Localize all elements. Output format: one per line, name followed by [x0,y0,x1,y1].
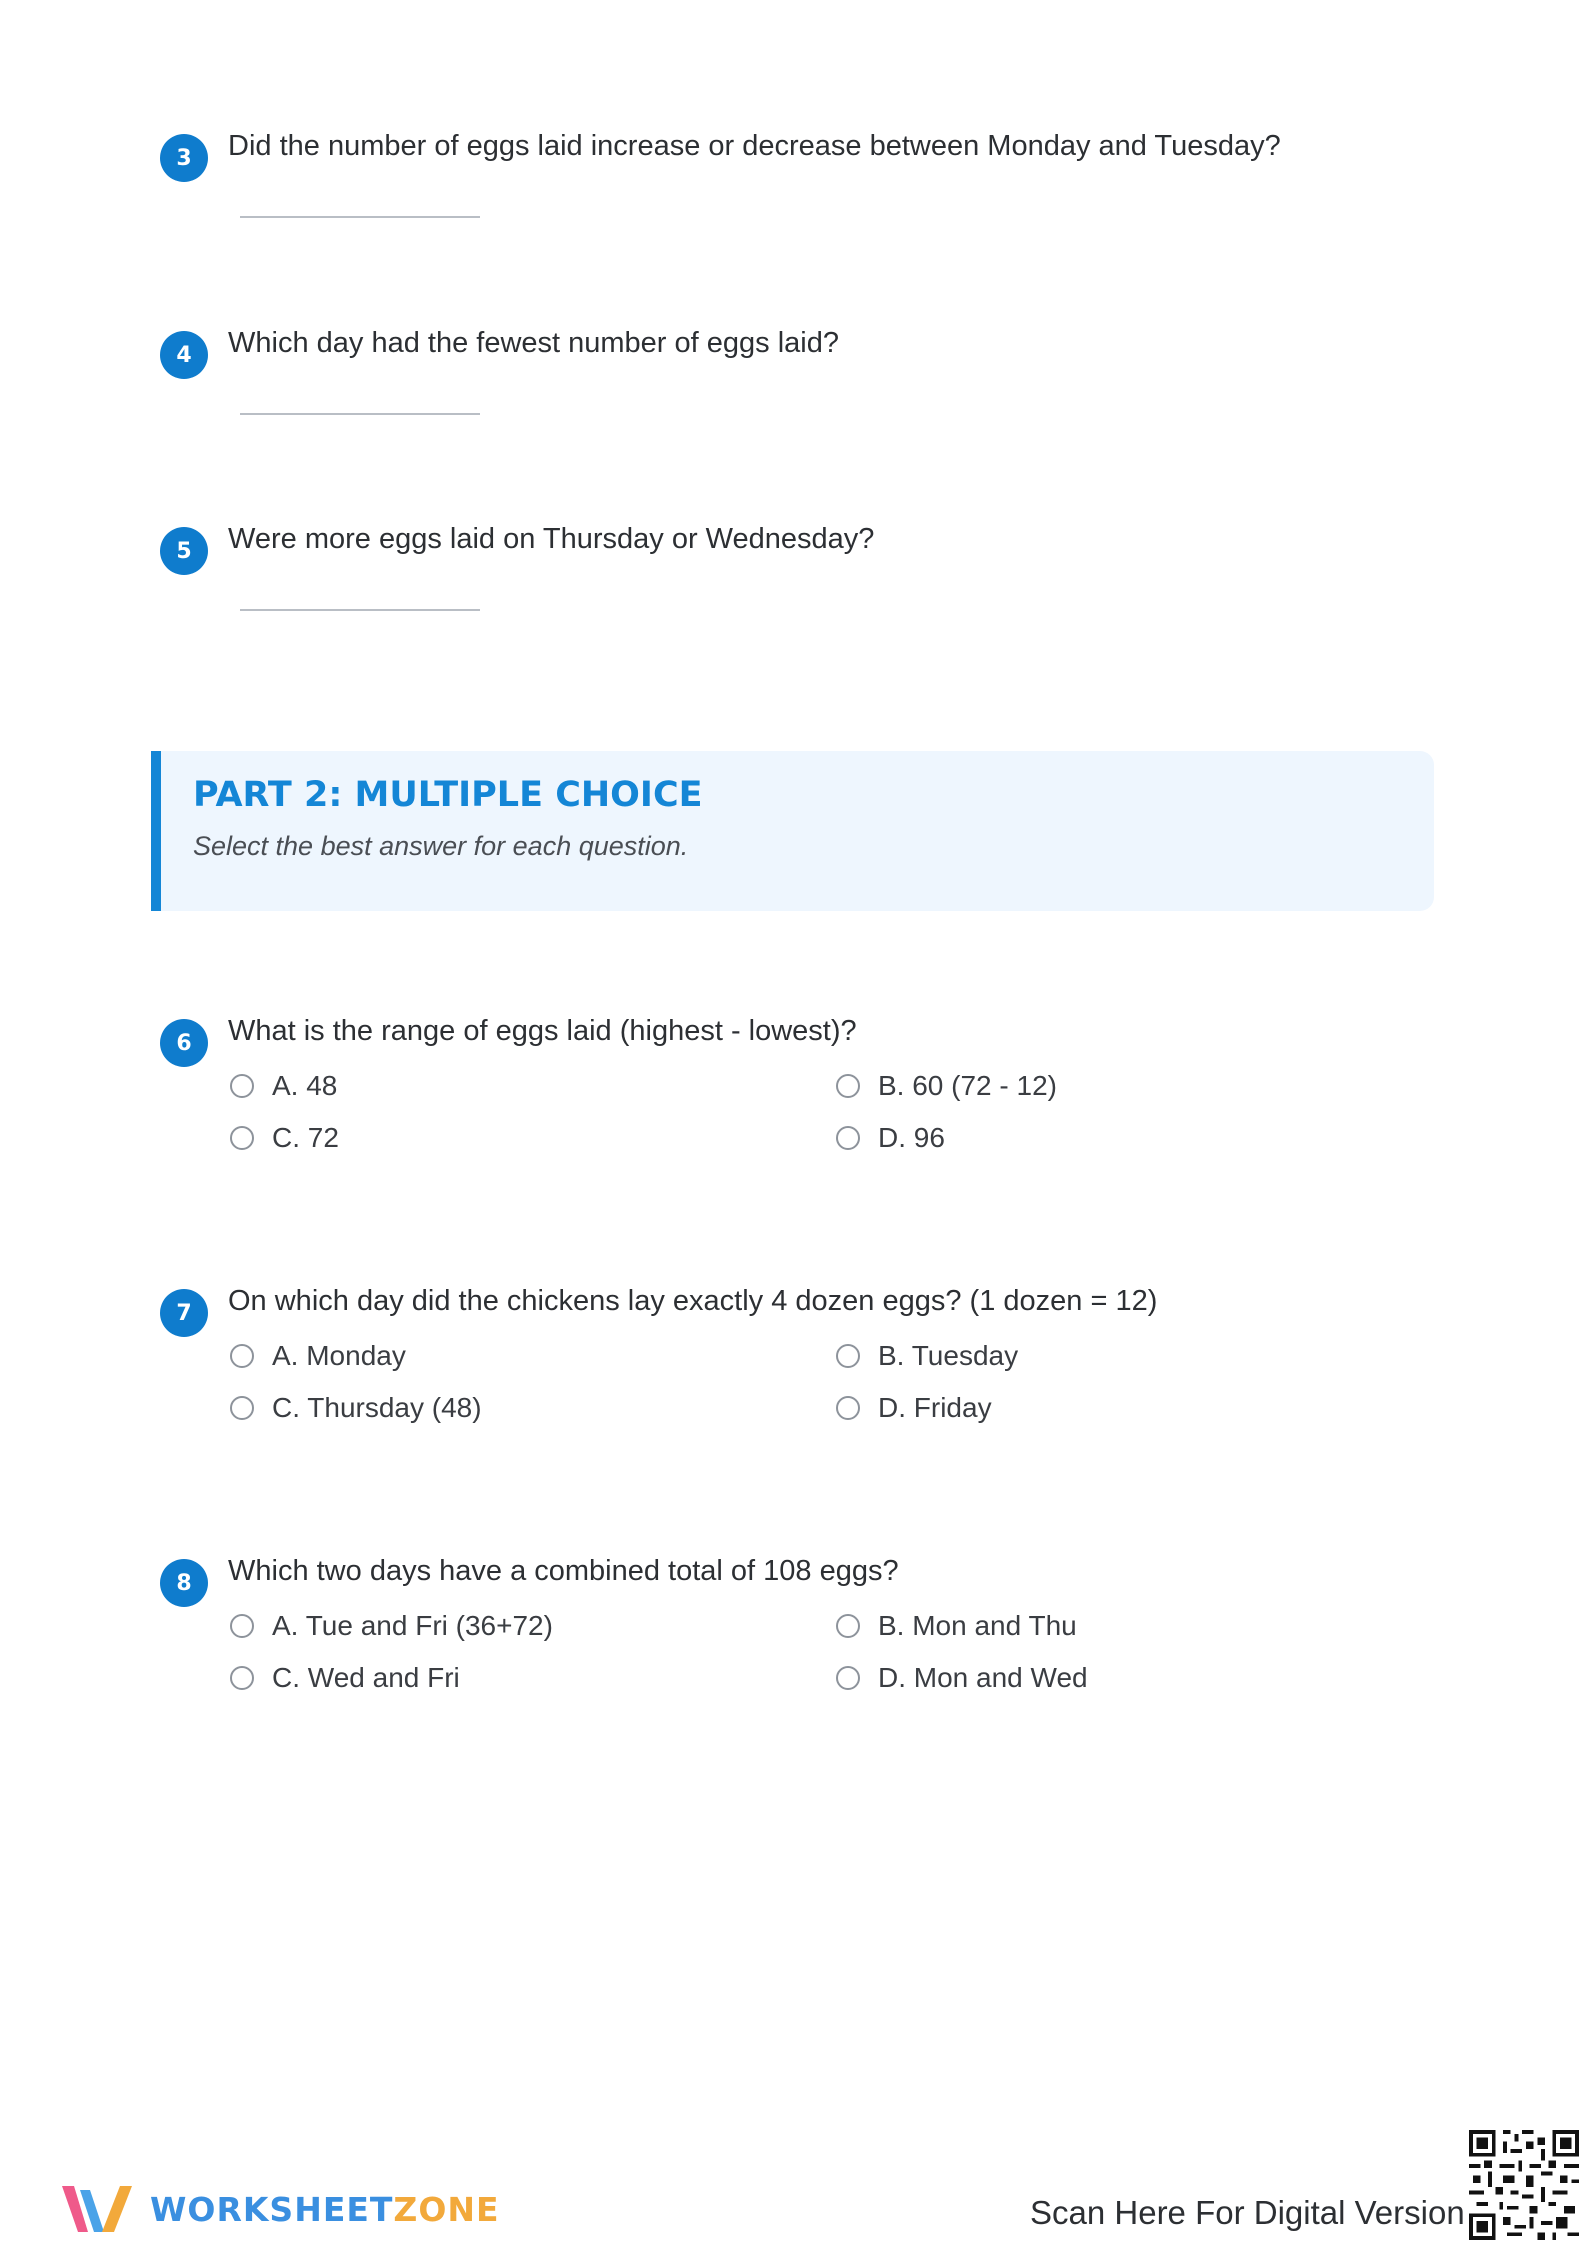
w-logo-icon [58,2180,136,2238]
question-text: Which two days have a combined total of 108 eggs? [228,1555,899,1587]
worksheetzone-logo[interactable] [58,2180,500,2238]
part-2-header [151,751,1434,911]
option-7b[interactable] [836,1340,1018,1372]
brand-part-1: WORKSHEET [150,2189,394,2229]
question-text: Did the number of eggs laid increase or decrease between Monday and Tuesday? [228,130,1281,162]
option-label: C. Thursday (48) [272,1392,482,1423]
question-number-badge: 6 [160,1019,208,1067]
scan-caption: Scan Here For Digital Version [1030,2194,1465,2231]
brand-part-2: ZONE [393,2189,500,2229]
radio-button[interactable] [230,1396,254,1420]
answer-line[interactable] [240,413,480,415]
option-label: D. Mon and Wed [878,1662,1088,1693]
option-label: B. 60 (72 - 12) [878,1070,1057,1101]
option-label: D. 96 [878,1122,945,1153]
radio-button[interactable] [836,1614,860,1638]
question-number-badge: 5 [160,527,208,575]
answer-line[interactable] [240,216,480,218]
question-text: What is the range of eggs laid (highest - lowest)? [228,1015,857,1047]
option-7c[interactable] [230,1392,482,1424]
option-6d[interactable] [836,1122,945,1154]
qr-code-icon[interactable] [1469,2130,1579,2240]
option-7a[interactable] [230,1340,406,1372]
radio-button[interactable] [836,1396,860,1420]
radio-button[interactable] [230,1666,254,1690]
radio-button[interactable] [836,1344,860,1368]
part-title: PART 2: MULTIPLE CHOICE [193,775,703,815]
option-label: A. Monday [272,1340,406,1371]
option-label: B. Mon and Thu [878,1610,1077,1641]
radio-button[interactable] [230,1344,254,1368]
radio-button[interactable] [836,1126,860,1150]
option-7d[interactable] [836,1392,992,1424]
option-label: C. 72 [272,1122,339,1153]
option-label: A. 48 [272,1070,338,1101]
option-8b[interactable] [836,1610,1077,1642]
radio-button[interactable] [836,1666,860,1690]
question-number-badge: 8 [160,1559,208,1607]
part-subtitle: Select the best answer for each question. [193,831,689,861]
radio-button[interactable] [836,1074,860,1098]
question-text: On which day did the chickens lay exactly 4 dozen eggs? (1 dozen = 12) [228,1285,1158,1317]
radio-button[interactable] [230,1614,254,1638]
option-8c[interactable] [230,1662,460,1694]
question-text: Were more eggs laid on Thursday or Wednesday? [228,523,875,555]
brand-name [150,2190,500,2229]
option-6b[interactable] [836,1070,1057,1102]
question-text: Which day had the fewest number of eggs laid? [228,327,839,359]
radio-button[interactable] [230,1074,254,1098]
option-8d[interactable] [836,1662,1088,1694]
option-label: A. Tue and Fri (36+72) [272,1610,553,1641]
question-number-badge: 4 [160,331,208,379]
answer-line[interactable] [240,609,480,611]
option-label: B. Tuesday [878,1340,1019,1371]
option-6a[interactable] [230,1070,337,1102]
option-6c[interactable] [230,1122,339,1154]
question-number-badge: 3 [160,134,208,182]
radio-button[interactable] [230,1126,254,1150]
option-8a[interactable] [230,1610,553,1642]
option-label: D. Friday [878,1392,992,1423]
option-label: C. Wed and Fri [272,1662,460,1693]
question-number-badge: 7 [160,1289,208,1337]
